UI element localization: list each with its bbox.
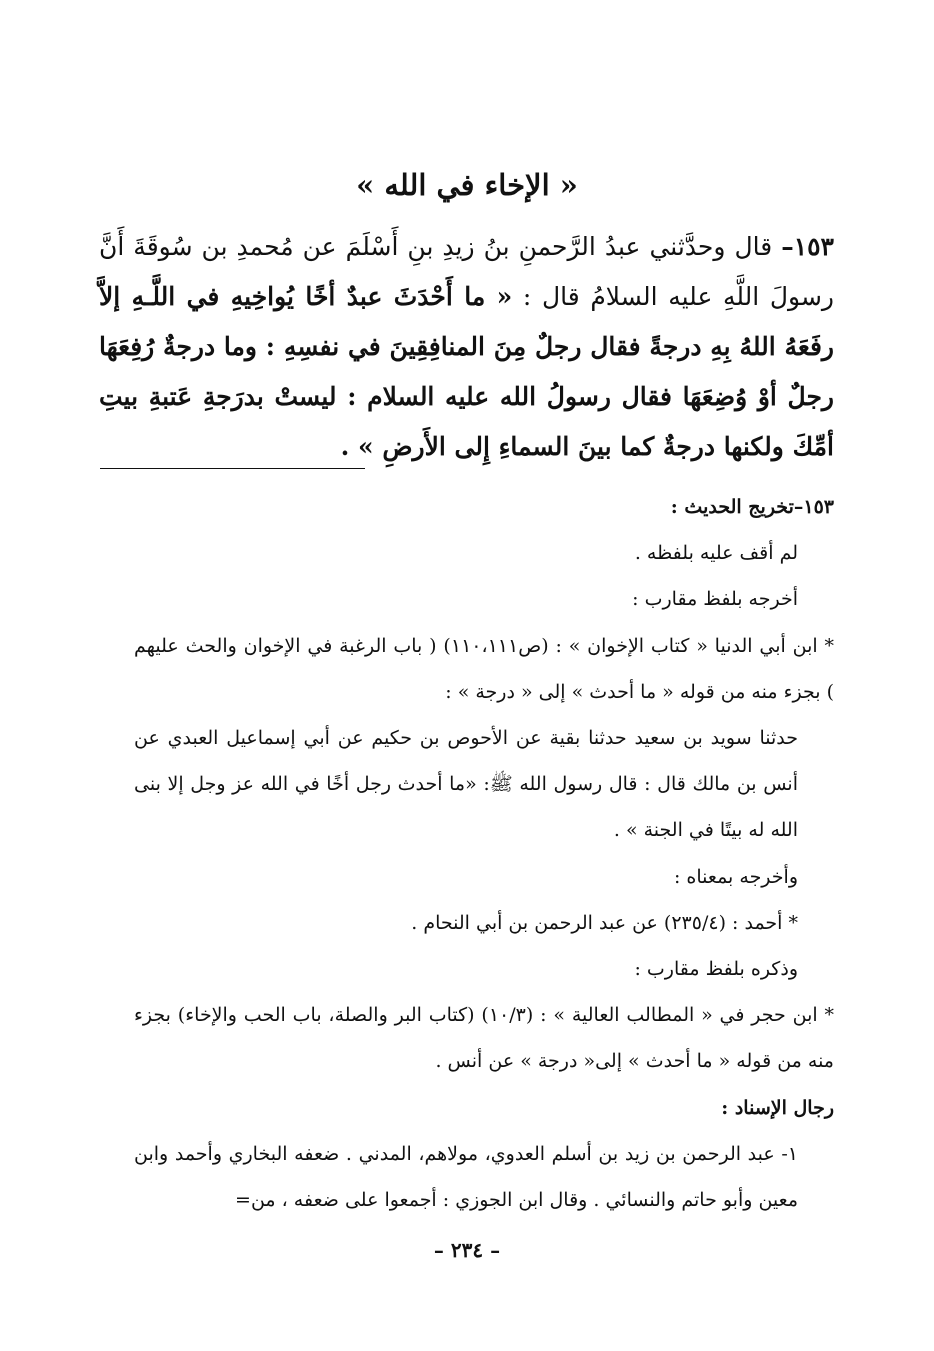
footnote-divider: [100, 468, 365, 469]
hadith-text-block: [99, 222, 834, 472]
hadith-matn: « ما أَحْدَثَ عبدٌ أخًا يُواخِيهِ في اللَّـهِ إلاَّ رفَعَهُ اللهُ بِهِ درجةً فقال رجلٌ مِنَ المنافِقِينَ في نفسِهِ : وما درجةٌ رُفِعَهَا رجلٌ أوْ وُضِعَهَا فقال رسولُ الله عليه السلام : ليستْ بدرَجةِ عَتبةِ بيتِ أمِّكَ ولكنها درجةٌ كما بينَ السماءِ إِلى الأَرضِ » .: [99, 282, 834, 461]
commentary-paragraph: حدثنا سويد بن سعيد حدثنا بقية عن الأحوص بن حكيم عن أبي إسماعيل العبدي عن أنس بن مالك قال : قال رسول الله ﷺ: «ما أحدث رجل أخًا في الله عز وجل إلا بنى الله له بيتًا في الجنة » .: [134, 727, 798, 842]
hadith-isnad: قال وحدَّثني عبدُ الرَّحمنِ بنُ زيدِ بنِ أَسْلَمَ عن مُحمدِ بن سُوقَةَ أَنَّ رسولَ اللَّهِ عليه السلامُ قال :: [99, 232, 834, 311]
commentary-line: * أحمد : (٢٣٥/٤) عن عبد الرحمن بن أبي النحام .: [411, 911, 798, 934]
rijal-heading: رجال الإسناد :: [721, 1096, 834, 1119]
commentary-paragraph: * ابن أبي الدنيا « كتاب الإخوان » : (ص١١٠،١١١) ( باب الرغبة في الإخوان والحث عليهم ) بجزء منه من قوله « ما أحدث » إلى « درجة » :: [134, 634, 834, 703]
section-title: « الإخاء في الله »: [356, 168, 578, 202]
hadith-number: ١٥٣–: [781, 232, 834, 261]
commentary-line: وأخرجه بمعناه :: [673, 865, 798, 888]
takhrij-heading: ١٥٣–تخريج الحديث :: [670, 496, 834, 518]
commentary-line: لم أقف عليه بلفظه .: [634, 542, 798, 565]
commentary-paragraph: * ابن حجر في « المطالب العالية » : (١٠/٣) (كتاب البر والصلة، باب الحب والإخاء) بجزء منه من قوله « ما أحدث » إلى« درجة » عن أنس .: [134, 1004, 835, 1073]
commentary-block: [134, 484, 834, 1223]
commentary-line: وذكره بلفظ مقارب :: [634, 958, 798, 981]
commentary-line: أخرجه بلفظ مقارب :: [632, 588, 798, 611]
commentary-paragraph: ١- عبد الرحمن بن زيد بن أسلم العدوي، مولاهم، المدني . ضعفه البخاري وأحمد وابن معين وأبو حاتم والنسائي . وقال ابن الجوزي : أجمعوا على ضعفه ، من=: [134, 1142, 798, 1212]
page-number: – ٢٣٤ –: [433, 1238, 501, 1262]
